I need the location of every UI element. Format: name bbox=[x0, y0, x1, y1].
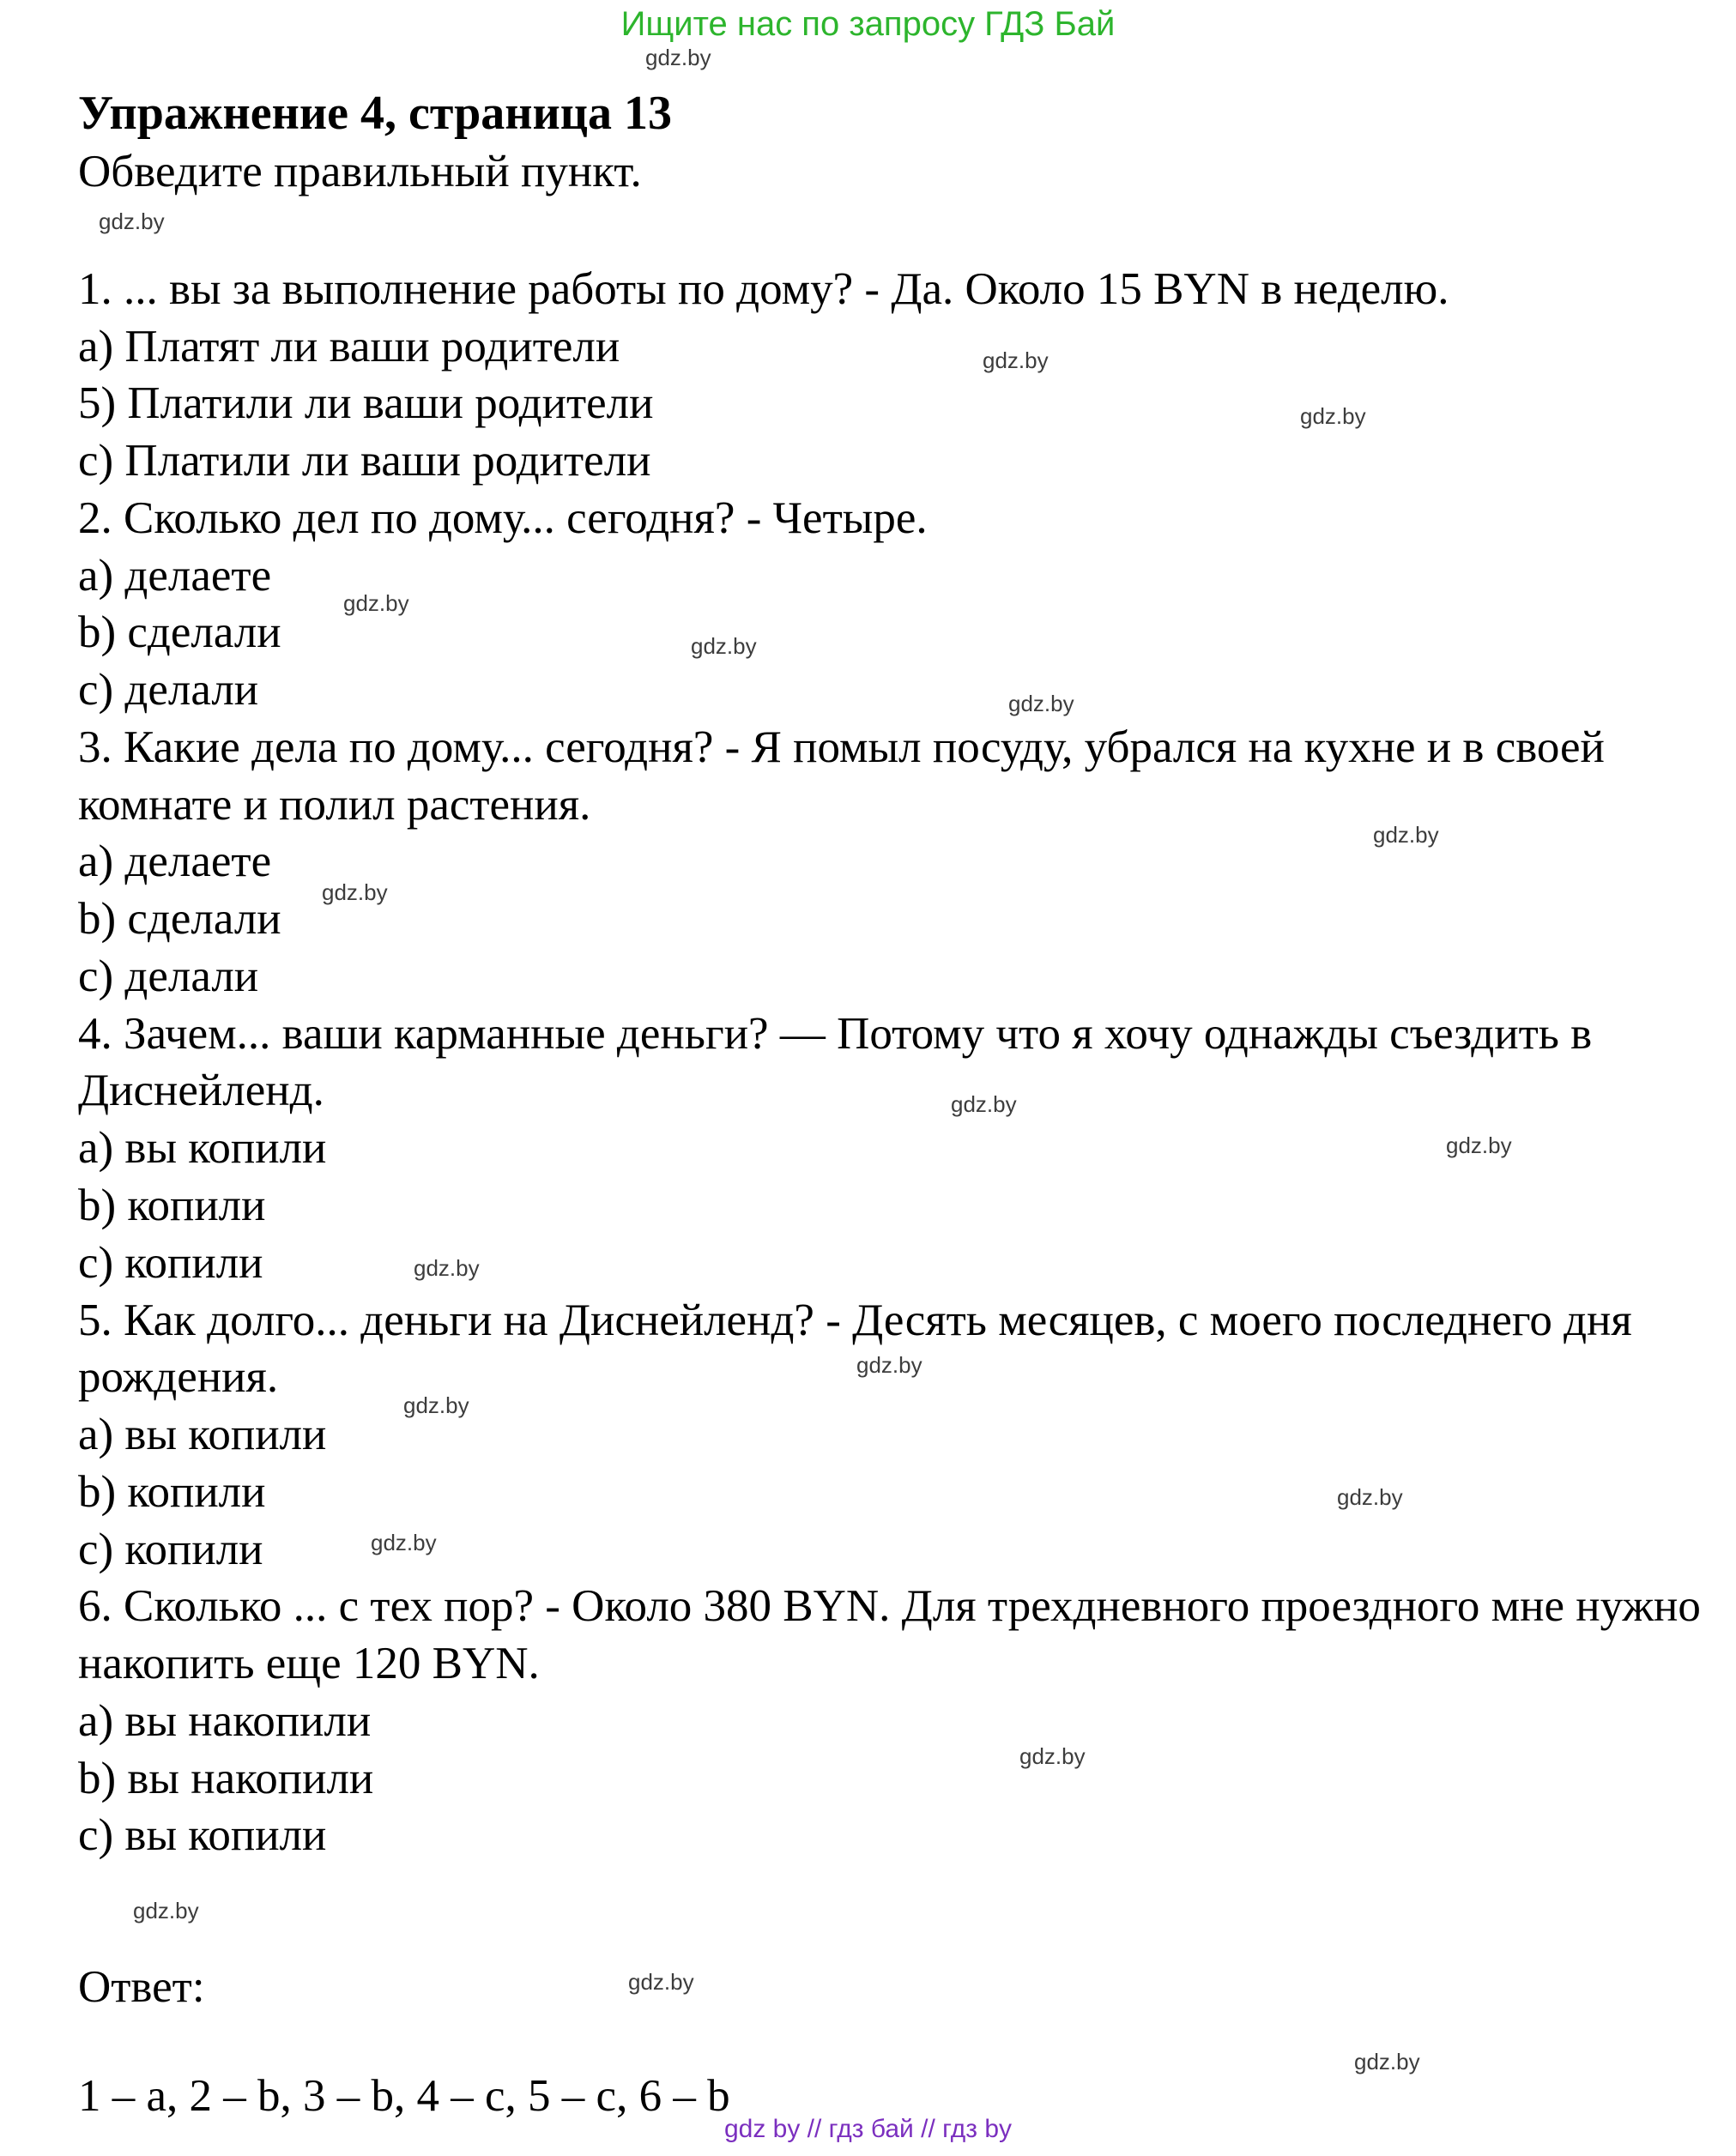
gdz-watermark: gdz.by bbox=[628, 1969, 694, 1995]
option-item: c) делали bbox=[78, 665, 259, 716]
gdz-watermark: gdz.by bbox=[645, 45, 711, 70]
gdz-watermark: gdz.by bbox=[951, 1091, 1017, 1117]
question-text: 2. Сколько дел по дому... сегодня? - Четыре. bbox=[78, 492, 928, 543]
questions-list bbox=[78, 261, 1702, 1864]
question-text: 6. Сколько ... с тех пор? - Около 380 BYN. Для трехдневного проездного мне нужно накопить еще 120 BYN. bbox=[78, 1581, 1701, 1689]
gdz-watermark: gdz.by bbox=[133, 1898, 199, 1923]
option-item: a) вы накопили bbox=[78, 1695, 372, 1746]
gdz-watermark: gdz.by bbox=[856, 1352, 922, 1378]
gdz-watermark: gdz.by bbox=[343, 590, 409, 616]
option-item: c) вы копили bbox=[78, 1810, 327, 1861]
gdz-watermark: gdz.by bbox=[403, 1392, 469, 1418]
gdz-watermark: gdz.by bbox=[371, 1530, 437, 1555]
option-item: b) копили bbox=[78, 1466, 266, 1517]
option-item: c) делали bbox=[78, 951, 259, 1001]
answer-label: Ответ: bbox=[78, 1962, 205, 2013]
exercise-content bbox=[0, 83, 1736, 2125]
footer-links: gdz by // гдз бай // гдз by bbox=[723, 2115, 1013, 2143]
question-text: 3. Какие дела по дому... сегодня? - Я помыл посуду, убрался на кухне и в своей комнате и полил растения. bbox=[78, 722, 1605, 830]
gdz-watermark: gdz.by bbox=[983, 347, 1049, 373]
option-item: b) вы накопили bbox=[78, 1753, 374, 1803]
gdz-watermark: gdz.by bbox=[1446, 1132, 1512, 1158]
promo-banner: Ищите нас по запросу ГДЗ Бай bbox=[620, 5, 1116, 43]
option-item: b) копили bbox=[78, 1181, 266, 1231]
option-item: a) вы копили bbox=[78, 1123, 327, 1174]
option-item: a) Платят ли ваши родители bbox=[78, 321, 620, 371]
question-text: 1. ... вы за выполнение работы по дому? - Да. Около 15 BYN в неделю. bbox=[78, 263, 1449, 314]
gdz-watermark: gdz.by bbox=[99, 208, 165, 234]
answer-line: 1 – a, 2 – b, 3 – b, 4 – c, 5 – c, 6 – b bbox=[78, 2070, 730, 2121]
question-text: 4. Зачем... ваши карманные деньги? — Потому что я хочу однажды съездить в Диснейленд. bbox=[78, 1008, 1593, 1116]
option-item: b) сделали bbox=[78, 607, 281, 658]
option-item: 5) Платили ли ваши родители bbox=[78, 378, 654, 429]
gdz-watermark: gdz.by bbox=[1373, 822, 1439, 848]
gdz-watermark: gdz.by bbox=[322, 879, 388, 905]
option-item: c) копили bbox=[78, 1524, 263, 1574]
gdz-watermark: gdz.by bbox=[1354, 2049, 1420, 2074]
option-item: a) вы копили bbox=[78, 1410, 327, 1460]
option-item: c) Платили ли ваши родители bbox=[78, 436, 651, 486]
option-item: a) делаете bbox=[78, 836, 272, 887]
gdz-watermark: gdz.by bbox=[1300, 403, 1366, 429]
option-item: c) копили bbox=[78, 1237, 263, 1288]
spacer bbox=[78, 201, 1702, 261]
exercise-instruction: Обведите правильный пункт. bbox=[78, 147, 642, 196]
option-item: b) сделали bbox=[78, 894, 281, 945]
gdz-watermark: gdz.by bbox=[1337, 1484, 1403, 1510]
option-item: a) делаете bbox=[78, 550, 272, 601]
gdz-watermark: gdz.by bbox=[414, 1255, 480, 1281]
gdz-watermark: gdz.by bbox=[1019, 1743, 1086, 1769]
gdz-watermark: gdz.by bbox=[691, 633, 757, 659]
exercise-title: Упражнение 4, страница 13 bbox=[78, 87, 673, 140]
gdz-watermark: gdz.by bbox=[1008, 691, 1074, 716]
question-text: 5. Как долго... деньги на Диснейленд? - Десять месяцев, с моего последнего дня рождения. bbox=[78, 1295, 1632, 1403]
